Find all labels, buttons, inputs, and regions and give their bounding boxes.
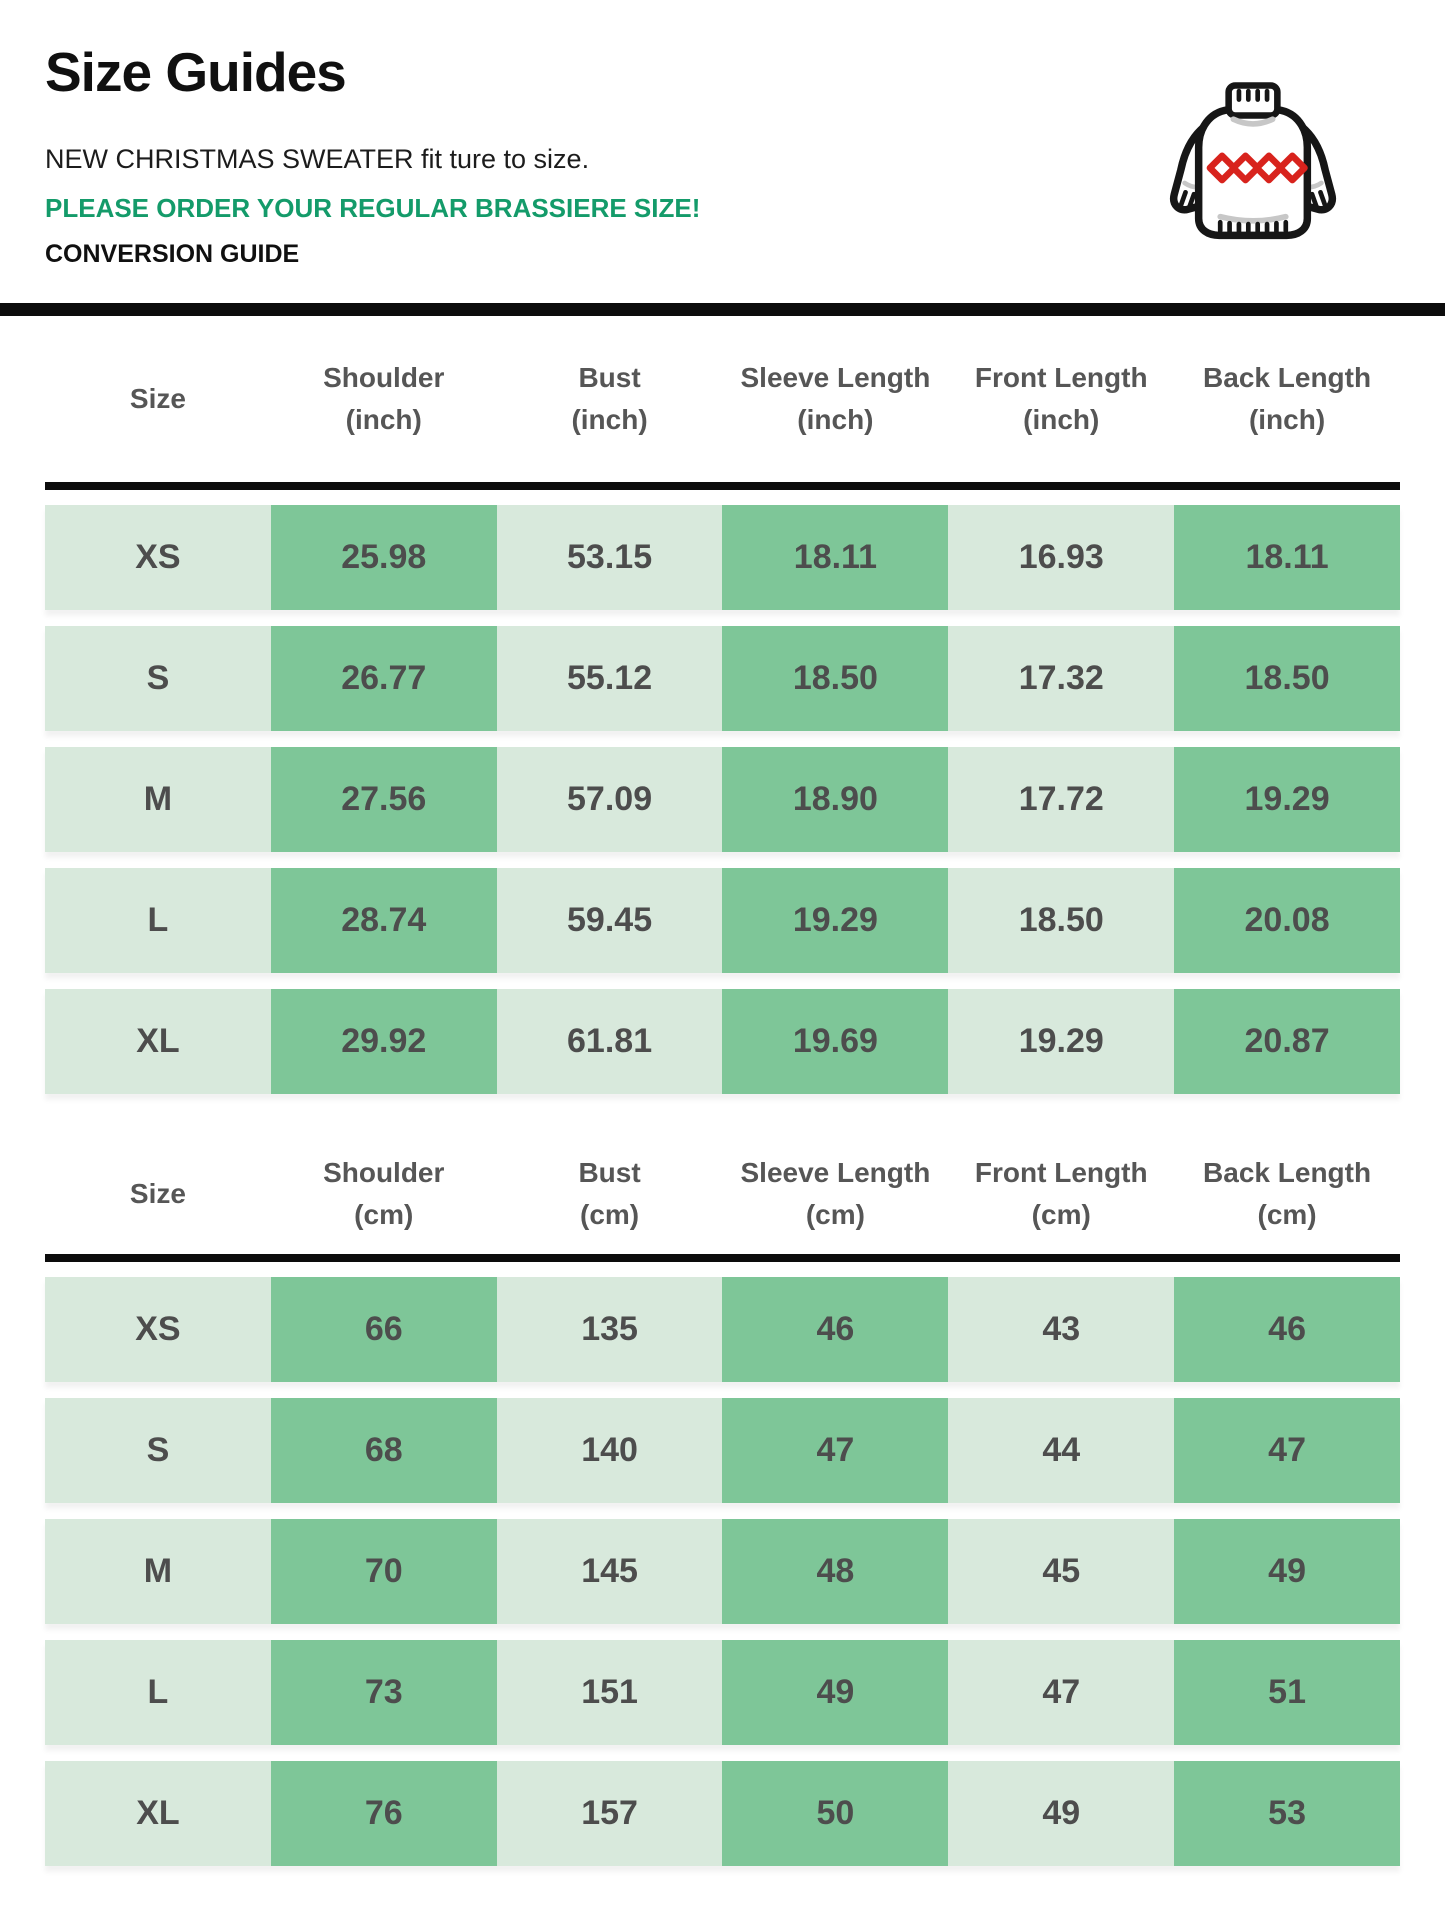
front-length-value: 19.29	[948, 989, 1174, 1094]
back-length-value: 20.08	[1174, 868, 1400, 973]
page-header	[0, 0, 1445, 269]
size-label: S	[45, 1398, 271, 1503]
size-label: L	[45, 1640, 271, 1745]
page-title: Size Guides	[45, 41, 346, 103]
front-length-value: 49	[948, 1761, 1174, 1866]
shoulder-value: 70	[271, 1519, 497, 1624]
col-header-sleeve-length: Sleeve Length (inch)	[740, 362, 931, 435]
bust-value: 145	[497, 1519, 723, 1624]
col-header-back-length: Back Length (cm)	[1203, 1157, 1372, 1230]
back-length-value: 18.50	[1174, 626, 1400, 731]
col-header-shoulder: Shoulder (cm)	[323, 1157, 445, 1230]
conversion-guide-label: CONVERSION GUIDE	[45, 240, 300, 268]
christmas-sweater-icon	[1153, 78, 1353, 256]
col-header-sleeve-length: Sleeve Length (cm)	[740, 1157, 931, 1230]
back-length-value: 20.87	[1174, 989, 1400, 1094]
shoulder-value: 27.56	[271, 747, 497, 852]
front-length-value: 17.32	[948, 626, 1174, 731]
table-row	[45, 1519, 1400, 1624]
size-label: M	[45, 747, 271, 852]
col-header-size: Size	[129, 1177, 186, 1209]
table-row	[45, 1398, 1400, 1503]
sleeve-length-value: 18.11	[722, 505, 948, 610]
front-length-value: 45	[948, 1519, 1174, 1624]
back-length-value: 47	[1174, 1398, 1400, 1503]
shoulder-value: 26.77	[271, 626, 497, 731]
order-note: PLEASE ORDER YOUR REGULAR BRASSIERE SIZE!	[45, 193, 701, 223]
size-label: XL	[45, 1761, 271, 1866]
size-table-cm	[45, 1134, 1400, 1866]
size-label: XS	[45, 505, 271, 610]
size-label: S	[45, 626, 271, 731]
table-inch-body	[45, 505, 1400, 1094]
bust-value: 59.45	[497, 868, 723, 973]
table-row	[45, 1761, 1400, 1866]
bust-value: 61.81	[497, 989, 723, 1094]
front-length-value: 47	[948, 1640, 1174, 1745]
size-label: XS	[45, 1277, 271, 1382]
table-row	[45, 989, 1400, 1094]
shoulder-value: 73	[271, 1640, 497, 1745]
top-divider-bar	[0, 303, 1445, 316]
bust-value: 151	[497, 1640, 723, 1745]
front-length-value: 44	[948, 1398, 1174, 1503]
shoulder-value: 28.74	[271, 868, 497, 973]
bust-value: 135	[497, 1277, 723, 1382]
sleeve-length-value: 48	[722, 1519, 948, 1624]
back-length-value: 49	[1174, 1519, 1400, 1624]
col-header-front-length: Front Length (inch)	[974, 362, 1148, 435]
table-cm-header-row	[45, 1134, 1400, 1254]
col-header-bust: Bust (inch)	[571, 362, 648, 435]
back-length-value: 18.11	[1174, 505, 1400, 610]
table-row	[45, 868, 1400, 973]
sleeve-length-value: 18.90	[722, 747, 948, 852]
table-row	[45, 626, 1400, 731]
front-length-value: 17.72	[948, 747, 1174, 852]
sleeve-length-value: 19.69	[722, 989, 948, 1094]
col-header-front-length: Front Length (cm)	[974, 1157, 1148, 1230]
bust-value: 57.09	[497, 747, 723, 852]
header-underline	[45, 482, 1400, 490]
fit-subtitle: NEW CHRISTMAS SWEATER fit ture to size.	[45, 144, 590, 174]
shoulder-value: 25.98	[271, 505, 497, 610]
front-length-value: 16.93	[948, 505, 1174, 610]
shoulder-value: 76	[271, 1761, 497, 1866]
sleeve-length-value: 46	[722, 1277, 948, 1382]
sleeve-length-value: 47	[722, 1398, 948, 1503]
col-header-shoulder: Shoulder (inch)	[323, 362, 445, 435]
sleeve-length-value: 49	[722, 1640, 948, 1745]
table-row	[45, 505, 1400, 610]
table-row	[45, 1277, 1400, 1382]
size-label: L	[45, 868, 271, 973]
sleeve-length-value: 18.50	[722, 626, 948, 731]
table-row	[45, 747, 1400, 852]
sleeve-length-value: 19.29	[722, 868, 948, 973]
back-length-value: 51	[1174, 1640, 1400, 1745]
sleeve-length-value: 50	[722, 1761, 948, 1866]
back-length-value: 46	[1174, 1277, 1400, 1382]
col-header-back-length: Back Length (inch)	[1203, 362, 1372, 435]
back-length-value: 53	[1174, 1761, 1400, 1866]
front-length-value: 18.50	[948, 868, 1174, 973]
shoulder-value: 29.92	[271, 989, 497, 1094]
shoulder-value: 68	[271, 1398, 497, 1503]
bust-value: 53.15	[497, 505, 723, 610]
back-length-value: 19.29	[1174, 747, 1400, 852]
col-header-size: Size	[129, 382, 186, 414]
size-table-inch	[45, 316, 1400, 1094]
shoulder-value: 66	[271, 1277, 497, 1382]
front-length-value: 43	[948, 1277, 1174, 1382]
table-cm-body	[45, 1277, 1400, 1866]
bust-value: 140	[497, 1398, 723, 1503]
bust-value: 157	[497, 1761, 723, 1866]
header-underline	[45, 1254, 1400, 1262]
size-label: XL	[45, 989, 271, 1094]
col-header-bust: Bust (cm)	[578, 1157, 641, 1230]
table-inch-header-row	[45, 316, 1400, 482]
table-row	[45, 1640, 1400, 1745]
bust-value: 55.12	[497, 626, 723, 731]
size-label: M	[45, 1519, 271, 1624]
